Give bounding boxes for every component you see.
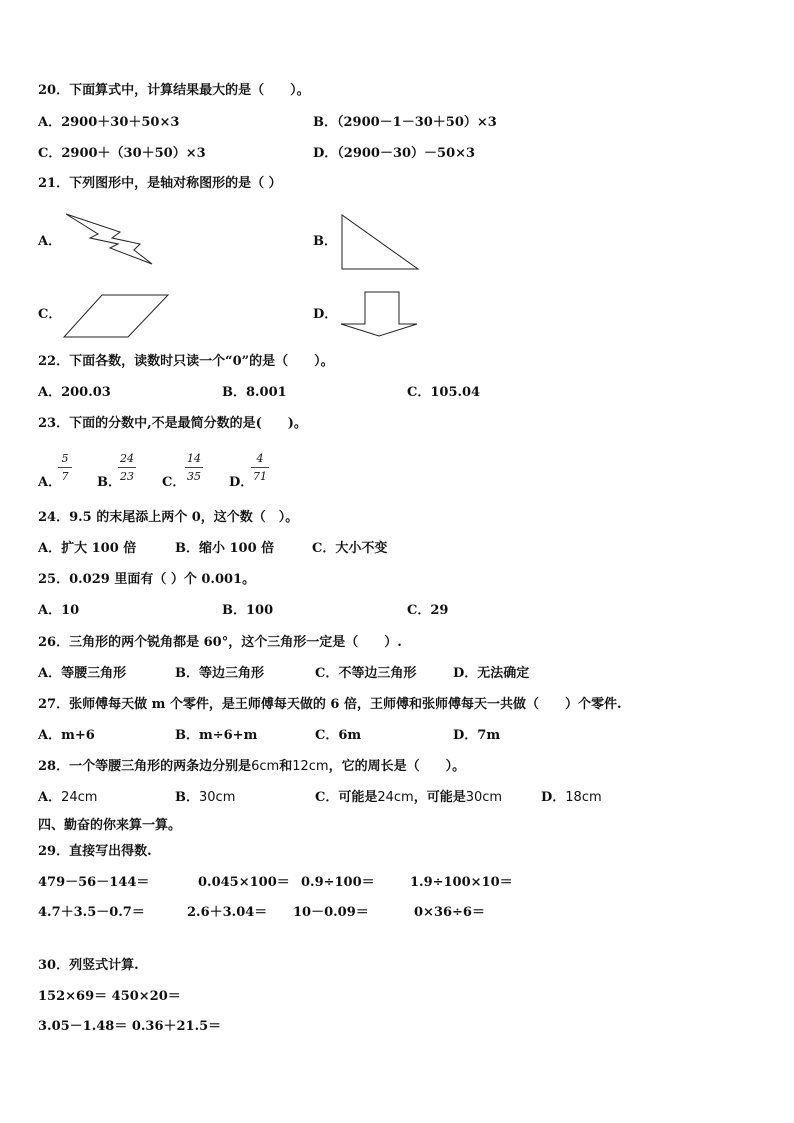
denominator: 71 (253, 470, 267, 483)
q30-row[interactable]: 3.05－1.48＝ 0.36＋21.5＝ (38, 1019, 222, 1034)
stem-text: 和 (279, 759, 293, 774)
q26-option-b[interactable]: B．等边三角形 (175, 666, 264, 681)
right-triangle-shape (340, 213, 422, 273)
q29-item[interactable]: 479－56－144＝ (38, 875, 150, 890)
option-label: C．可能是 (315, 790, 378, 805)
q27-option-a[interactable]: A．m+6 (38, 728, 95, 743)
question-21-stem: 21．下列图形中，是轴对称图形的是（ ） (38, 176, 282, 191)
option-text: ，可能是 (413, 790, 466, 805)
q27-option-c[interactable]: C．6m (315, 728, 362, 743)
numerator: 24 (120, 452, 134, 465)
section-4-title: 四、勤奋的你来算一算。 (38, 818, 182, 833)
q22-option-b[interactable]: B．8.001 (222, 385, 287, 400)
question-25-stem: 25．0.029 里面有（ ）个 0.001。 (38, 572, 256, 587)
q30-row[interactable]: 152×69＝ 450×20＝ (38, 989, 181, 1004)
q29-item[interactable]: 1.9÷100×10＝ (410, 875, 513, 890)
denominator: 7 (61, 470, 69, 483)
q27-option-b[interactable]: B．m÷6+m (175, 728, 258, 743)
q21-option-c-label[interactable]: C． (38, 307, 62, 322)
q26-option-d[interactable]: D．无法确定 (453, 666, 530, 681)
numerator: 4 (256, 452, 264, 465)
question-27-stem: 27．张师傅每天做 m 个零件，是王师傅每天做的 6 倍，王师傅和张师傅每天一共做（ ）个零件. (38, 697, 622, 712)
q21-option-a-label[interactable]: A． (38, 234, 62, 249)
question-20-stem: 20．下面算式中，计算结果最大的是（ ）。 (38, 83, 310, 98)
q28-option-b[interactable] (175, 790, 235, 806)
question-23-stem: 23．下面的分数中,不是最简分数的是( )。 (38, 416, 307, 431)
q24-option-b[interactable]: B．缩小 100 倍 (175, 541, 275, 556)
question-22-stem: 22．下面各数，读数时只读一个“0”的是（ ）。 (38, 354, 334, 369)
q29-item[interactable]: 10－0.09＝ (293, 905, 369, 920)
q25-option-c[interactable]: C．29 (407, 603, 449, 618)
question-24-stem: 24．9.5 的末尾添上两个 0，这个数（ ）。 (38, 510, 299, 525)
q29-item[interactable]: 0.9÷100＝ (301, 875, 375, 890)
parallelogram-shape (62, 292, 172, 340)
denominator: 23 (120, 470, 134, 483)
q23-option-b-fraction (118, 452, 136, 483)
q26-option-a[interactable]: A．等腰三角形 (38, 666, 127, 681)
option-label: B． (175, 790, 199, 805)
option-value: 24cm (377, 790, 414, 805)
q29-item[interactable]: 2.6＋3.04＝ (187, 905, 268, 920)
q26-option-c[interactable]: C．不等边三角形 (315, 666, 417, 681)
q21-option-d-label[interactable]: D． (313, 307, 338, 322)
q23-option-d-fraction (251, 452, 269, 483)
option-value: 18cm (565, 790, 602, 805)
q20-option-a[interactable]: A．2900＋30＋50×3 (38, 115, 180, 130)
stem-text: 28．一个等腰三角形的两条边分别是 (38, 759, 252, 774)
option-value: 30cm (199, 790, 236, 805)
q23-option-a-label[interactable]: A． (38, 475, 62, 490)
q25-option-b[interactable]: B．100 (222, 603, 274, 618)
numerator: 14 (187, 452, 201, 465)
question-29-stem: 29．直接写出得数. (38, 844, 152, 859)
q22-option-a[interactable]: A．200.03 (38, 385, 111, 400)
q28-option-a[interactable] (38, 790, 97, 806)
q23-option-c-fraction (185, 452, 203, 483)
q24-option-c[interactable]: C．大小不变 (312, 541, 388, 556)
question-28-stem (38, 759, 465, 775)
numerator: 5 (61, 452, 69, 465)
q23-option-c-label[interactable]: C． (162, 475, 186, 490)
stem-value-1: 6cm (251, 759, 280, 774)
option-label: D． (541, 790, 566, 805)
q28-option-c[interactable] (315, 790, 502, 806)
q20-option-c[interactable]: C．2900＋（30＋50）×3 (38, 146, 206, 161)
q29-item[interactable]: 0×36÷6＝ (414, 905, 485, 920)
q23-option-a-fraction (58, 452, 72, 483)
down-arrow-shape (339, 290, 421, 338)
q24-option-a[interactable]: A．扩大 100 倍 (38, 541, 137, 556)
q28-option-d[interactable] (541, 790, 602, 806)
q27-option-d[interactable]: D．7m (453, 728, 501, 743)
q29-item[interactable]: 4.7＋3.5－0.7＝ (38, 905, 145, 920)
option-label: A． (38, 790, 62, 805)
q23-option-d-label[interactable]: D． (229, 475, 254, 490)
q25-option-a[interactable]: A．10 (38, 603, 80, 618)
stem-value-2: 12cm (292, 759, 329, 774)
question-30-stem: 30．列竖式计算. (38, 958, 139, 973)
stem-text: ，它的周长是（ ）。 (328, 759, 466, 774)
q20-option-d[interactable]: D．（2900－30）－50×3 (313, 146, 476, 161)
q21-option-b-label[interactable]: B． (313, 234, 337, 249)
option-value: 24cm (61, 790, 98, 805)
lightning-bolt-shape (64, 212, 156, 268)
q29-item[interactable]: 0.045×100＝ (198, 875, 290, 890)
q22-option-c[interactable]: C．105.04 (407, 385, 481, 400)
question-26-stem: 26．三角形的两个锐角都是 60°，这个三角形一定是（ ）. (38, 635, 402, 650)
option-value: 30cm (465, 790, 503, 805)
denominator: 35 (187, 470, 201, 483)
q20-option-b[interactable]: B．（2900－1－30＋50）×3 (313, 115, 497, 130)
q23-option-b-label[interactable]: B． (97, 475, 121, 490)
